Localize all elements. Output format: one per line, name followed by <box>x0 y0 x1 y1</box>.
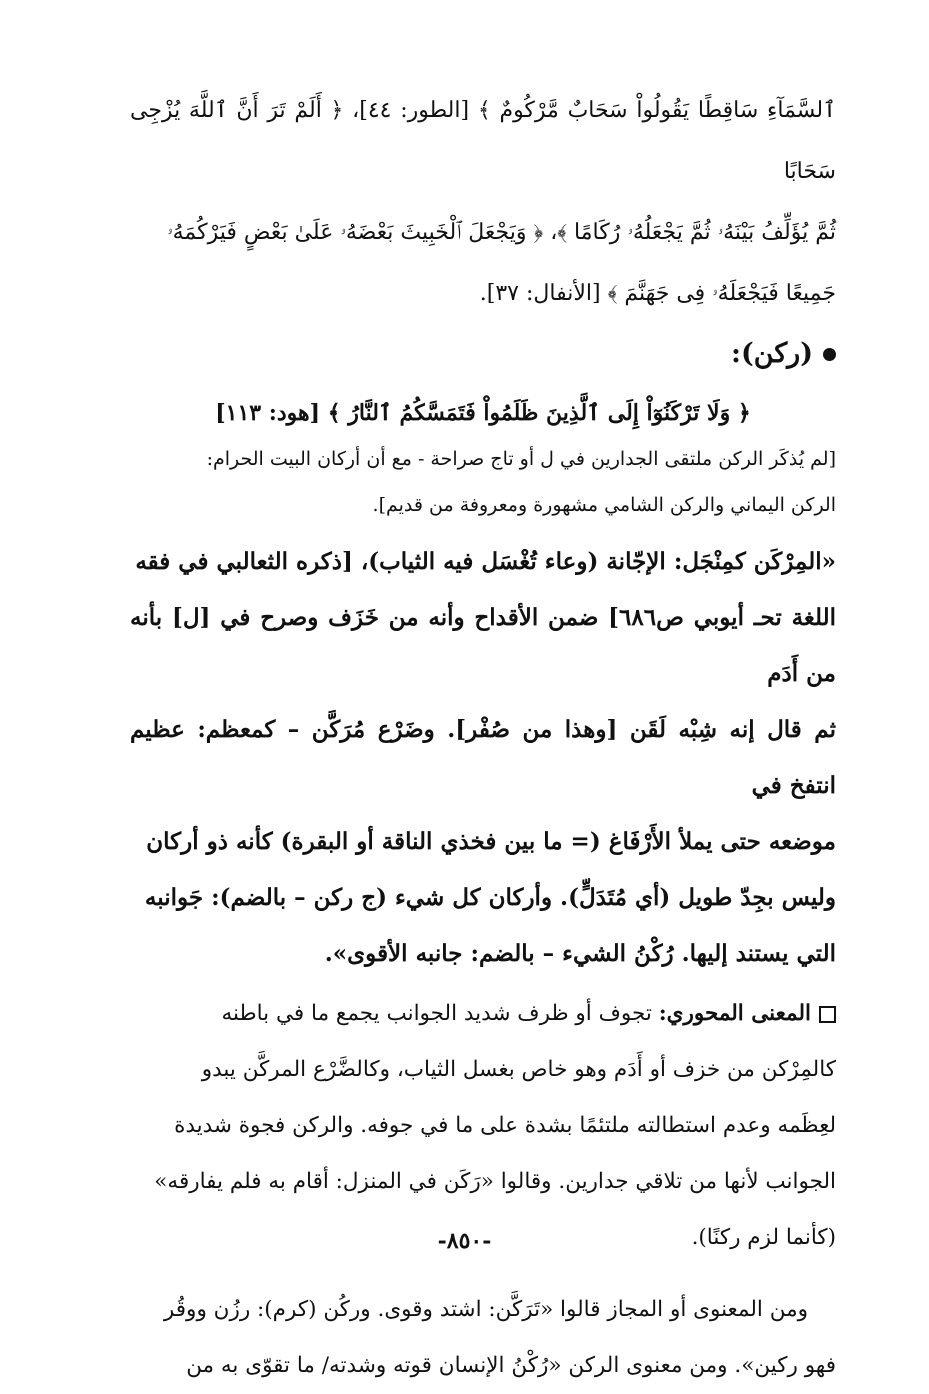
definition-line: ثم قال إنه شِبْه لَقَن [وهذا من صُفْر]. وضَرْع مُرَكَّن – كمعظم: عظيم انتفخ في <box>130 716 836 799</box>
meaning-line: (كأنما لزم ركنًا). <box>691 1225 836 1250</box>
verse-line: ﴿ وَلَا تَرْكَنُوٓاْ إِلَى ٱلَّذِينَ ظَلَمُواْ فَتَمَسَّكُمُ ٱلنَّارُ ﴾ [هود: ١١٣] <box>215 400 751 426</box>
editor-note <box>130 442 836 522</box>
meaning-line: الجوانب لأنها من تلاقي جدارين. وقالوا «رَكَن في المنزل: أقام به فلم يفارقه» <box>154 1169 836 1194</box>
quran-quotes-paragraph <box>130 80 836 324</box>
figurative-meaning-paragraph <box>130 1282 836 1394</box>
figurative-line: ومن المعنوى أو المجاز قالوا «تَرَكَّن: اشتد وقوى. وركُن (كرم): رزُن ووقُر <box>163 1297 808 1322</box>
meaning-line: كالمِرْكن من خزف أو أَدَم وهو خاص بغسل الثياب، وكالضَّرْع المركَّن يبدو <box>201 1057 836 1082</box>
text-line: جَمِيعًا فَيَجْعَلَهُۥ فِى جَهَنَّمَ ﴾ [الأنفال: ٣٧]. <box>479 281 836 306</box>
square-box-icon <box>819 1006 836 1023</box>
note-line: [لم يُذكَر الركن ملتقى الجدارين في ل أو تاج صراحة - مع أن أركان البيت الحرام: <box>206 448 836 470</box>
meaning-text: تجوف أو ظرف شديد الجوانب يجمع ما في باطنه <box>221 1001 659 1026</box>
definition-line: وليس بجِدّ طويل (أي مُتَدَلٍّ). وأركان كل شيء (ج ركن – بالضم): جَوانبه <box>144 884 836 911</box>
definition-line: موضعه حتى يملأ الأَرْفَاغ (= ما بين فخذي الناقة أو البقرة) كأنه ذو أركان <box>146 828 836 855</box>
entry-heading <box>130 326 836 382</box>
note-line: الركن اليماني والركن الشامي مشهورة ومعروفة من قديم]. <box>372 494 836 516</box>
definition-line: «المِرْكَن كمِنْجَل: الإجّانة (وعاء تُغْسَل فيه الثياب)، [ذكره الثعالبي في فقه <box>135 548 836 575</box>
definition-line: اللغة تحـ أيوبي ص٦٨٦] ضمن الأقداح وأنه من خَزَف وصرح في [ل] بأنه من أَدَم <box>130 604 837 687</box>
meaning-line: لعِظَمه وعدم استطالته ملتئمًا بشدة على ما في جوفه. والركن فجوة شديدة <box>174 1113 836 1138</box>
core-meaning-section <box>130 986 836 1266</box>
bullet-icon <box>823 348 836 361</box>
figurative-line: فهو ركين». ومن معنوى الركن «رُكْنُ الإنسان قوته وشدته/ ما تقوّى به من <box>186 1353 836 1378</box>
text-line: ٱلسَّمَآءِ سَاقِطًا يَقُولُواْ سَحَابٌ مَّرْكُومٌ ﴾ [الطور: ٤٤]، ﴿ أَلَمْ تَرَ أَنَّ ٱللَّهَ يُزْجِى سَحَابًا <box>130 98 837 184</box>
definition-line: التي يستند إليها. رُكْنُ الشيء – بالضم: جانبه الأقوى». <box>324 940 836 967</box>
core-meaning-title: المعنى المحوري: <box>658 1001 811 1026</box>
dictionary-definition <box>130 534 836 982</box>
text-line: ثُمَّ يُؤَلِّفُ بَيْنَهُۥ ثُمَّ يَجْعَلُهُۥ رُكَامًا ﴾، ﴿ وَيَجْعَلَ ٱلْخَبِيثَ بَعْضَهُۥ عَلَىٰ بَعْضٍ فَيَرْكُمَهُۥ <box>167 220 836 245</box>
meaning-line <box>130 986 836 1042</box>
page-number: -٨٥٠- <box>437 1228 492 1254</box>
entry-heading-text: (ركن): <box>731 338 813 369</box>
